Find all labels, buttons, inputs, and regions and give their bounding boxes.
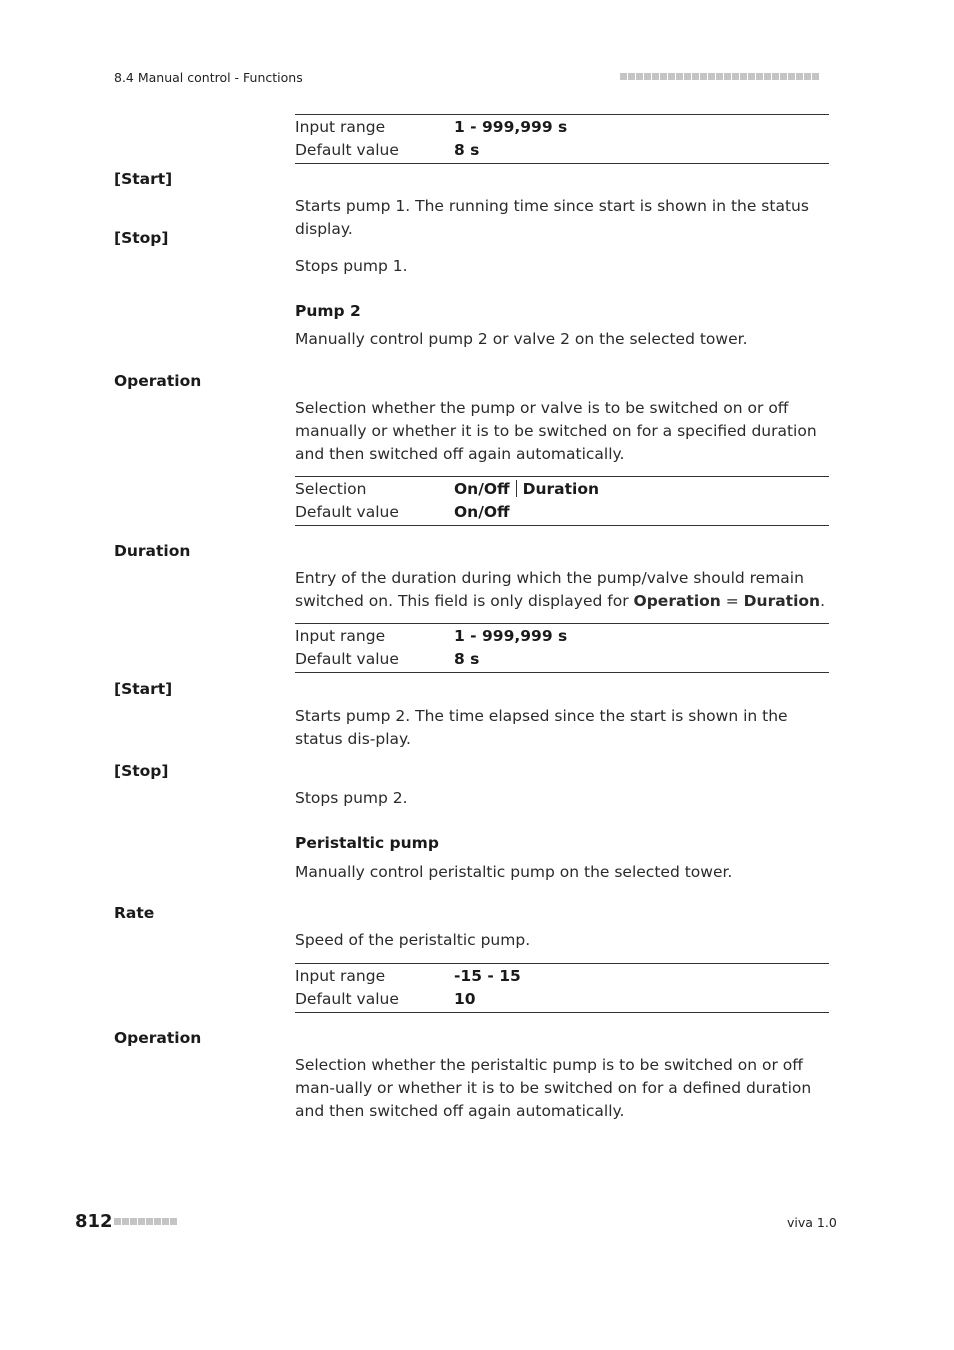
- table-row: [295, 988, 829, 1011]
- option-separator: [516, 480, 517, 497]
- pump2-intro: Manually control pump 2 or valve 2 on the selected tower.: [295, 330, 748, 348]
- peristaltic-rate-label: Rate: [114, 904, 155, 922]
- pump2-heading: Pump 2: [295, 302, 361, 320]
- peristaltic-rate-table: [295, 963, 829, 1013]
- duration-desc-text: Entry of the duration during which the pump/valve should remain switched on. This field is only displayed for: [295, 569, 804, 610]
- product-version: viva 1.0: [787, 1215, 837, 1230]
- table-key: Input range: [295, 627, 386, 646]
- table-key: Default value: [295, 140, 399, 159]
- table-key: Input range: [295, 118, 386, 137]
- pump2-start-label: [Start]: [114, 680, 173, 698]
- page-number: 812: [75, 1211, 113, 1232]
- duration-desc-duration: Duration: [743, 591, 821, 610]
- duration-desc-equals: =: [720, 591, 744, 610]
- pump2-operation-desc: Selection whether the pump or valve is to be switched on or off manually or whether it is to be switched on for a specified duration and then switched off again automatically.: [295, 399, 817, 463]
- table-value: 1 - 999,999 s: [454, 627, 568, 646]
- pump2-start-desc: Starts pump 2. The time elapsed since the start is shown in the status dis-play.: [295, 707, 788, 748]
- duration-desc-operation: Operation: [633, 591, 721, 610]
- pump2-stop-desc: Stops pump 2.: [295, 789, 408, 807]
- pump1-start-desc: Starts pump 1. The running time since start is shown in the status display.: [295, 197, 809, 238]
- pump1-duration-table: [295, 114, 829, 164]
- pump2-duration-table: [295, 623, 829, 673]
- peristaltic-operation-desc: Selection whether the peristaltic pump is to be switched on or off man-ually or whether it is to be switched on for a defined duration and then switched off again automatically.: [295, 1056, 812, 1120]
- table-row: [295, 965, 829, 988]
- table-row: [295, 625, 829, 648]
- pump1-start-label: [Start]: [114, 170, 173, 188]
- table-row: [295, 648, 829, 671]
- peristaltic-heading: Peristaltic pump: [295, 834, 439, 852]
- pump2-duration-desc: [295, 567, 829, 613]
- table-value: 10: [454, 989, 476, 1008]
- peristaltic-intro: Manually control peristaltic pump on the selected tower.: [295, 863, 733, 881]
- table-row: [295, 501, 829, 524]
- table-row: [295, 478, 829, 501]
- table-value: On/Off: [454, 502, 510, 521]
- table-value: -15 - 15: [454, 967, 521, 986]
- pump1-stop-label: [Stop]: [114, 229, 169, 247]
- table-key: Default value: [295, 989, 399, 1008]
- table-key: Default value: [295, 502, 399, 521]
- table-key: Input range: [295, 967, 386, 986]
- running-header: 8.4 Manual control - Functions: [114, 70, 303, 85]
- table-value: 8 s: [454, 140, 480, 159]
- pump2-duration-label: Duration: [114, 542, 191, 560]
- table-key: Default value: [295, 649, 399, 668]
- table-row: [295, 139, 829, 162]
- option-duration: Duration: [522, 480, 600, 499]
- pump2-operation-label: Operation: [114, 372, 202, 390]
- duration-desc-period: .: [820, 591, 826, 610]
- pump2-stop-label: [Stop]: [114, 762, 169, 780]
- option-on-off: On/Off: [454, 480, 510, 499]
- pump2-operation-table: [295, 476, 829, 526]
- peristaltic-rate-desc: Speed of the peristaltic pump.: [295, 931, 531, 949]
- header-decoration: [620, 73, 819, 80]
- table-key: Selection: [295, 480, 367, 499]
- table-value: 1 - 999,999 s: [454, 118, 568, 137]
- pump1-stop-desc: Stops pump 1.: [295, 257, 408, 275]
- table-row: [295, 116, 829, 139]
- footer-decoration: [114, 1218, 177, 1225]
- peristaltic-operation-label: Operation: [114, 1029, 202, 1047]
- table-value: 8 s: [454, 649, 480, 668]
- table-value: [454, 480, 599, 498]
